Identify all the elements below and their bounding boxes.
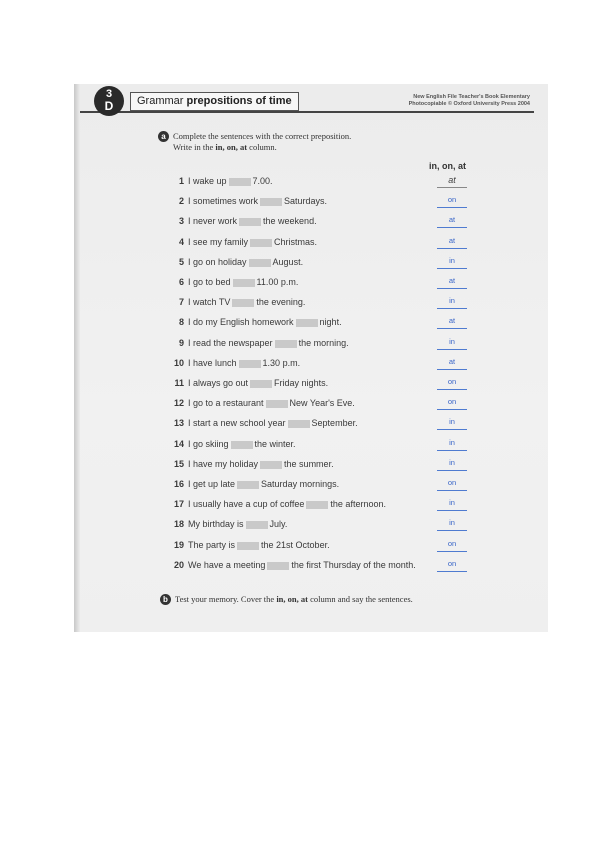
answer-gap (232, 299, 254, 307)
sentence-row (168, 414, 468, 432)
sentence-row (168, 394, 468, 412)
sentence-before-gap: I always go out (188, 378, 249, 388)
answer-field: in (437, 496, 467, 511)
sentence-after-gap: Friday nights. (274, 378, 329, 388)
sentence-row (168, 515, 468, 533)
sentence-row (168, 475, 468, 493)
source-credit (370, 94, 530, 108)
sentence-before-gap: I do my English homework (188, 317, 294, 327)
sentence-after-gap: the 21st October. (261, 540, 330, 550)
answer-gap (306, 501, 328, 509)
sentence-before-gap: I go to a restaurant (188, 398, 264, 408)
answer-gap (239, 218, 261, 226)
sentence-before-gap: My birthday is (188, 519, 244, 529)
sentence-number: 4 (178, 237, 184, 247)
sentence-row (168, 354, 468, 372)
sentence-number: 12 (173, 398, 184, 408)
answer-gap (260, 198, 282, 206)
answer-gap (250, 380, 272, 388)
answer-gap (275, 340, 297, 348)
sentence-before-gap: I wake up (188, 176, 227, 186)
unit-badge (94, 86, 124, 116)
title-prefix: Grammar (137, 95, 184, 107)
unit-number: 3 (105, 88, 113, 100)
sentence-after-gap: the morning. (298, 338, 349, 348)
unit-letter: D (104, 99, 114, 113)
answer-field: in (437, 254, 467, 269)
answer-gap (237, 481, 259, 489)
sentence-number: 9 (178, 338, 184, 348)
sentence-row (168, 455, 468, 473)
answer-gap (249, 259, 271, 267)
answer-field: in (437, 456, 467, 471)
answer-field: at (437, 274, 467, 289)
sentence-number: 5 (178, 257, 184, 267)
answer-field: in (437, 415, 467, 430)
answer-field: in (437, 516, 467, 531)
answer-field: at (437, 314, 467, 329)
answer-column-header: in, on, at (429, 161, 466, 171)
sentence-row (168, 495, 468, 513)
sentence-number: 20 (173, 560, 184, 570)
sentence-after-gap: night. (319, 317, 342, 327)
answer-gap (266, 400, 288, 408)
sentence-row (168, 374, 468, 392)
sentence-before-gap: I get up late (188, 479, 236, 489)
sentence-row (168, 253, 468, 271)
answer-field: on (437, 557, 467, 572)
sentence-number: 8 (178, 317, 184, 327)
sentence-number: 2 (178, 196, 184, 206)
answer-gap (229, 178, 251, 186)
page-shadow-edge (74, 84, 80, 632)
exercise-a-instruction (173, 131, 351, 152)
sentence-before-gap: We have a meeting (188, 560, 266, 570)
sentence-row (168, 556, 468, 574)
exercise-b-marker: b (160, 594, 171, 605)
instruction-line-2: Write in the in, on, at column. (173, 141, 277, 152)
sentence-after-gap: August. (272, 257, 304, 267)
sentence-number: 19 (173, 540, 184, 550)
answer-gap (233, 279, 255, 287)
answer-field: on (437, 193, 467, 208)
sentence-row (168, 435, 468, 453)
answer-gap (239, 360, 261, 368)
sentence-before-gap: I never work (188, 216, 238, 226)
sentence-after-gap: 1.30 p.m. (262, 358, 301, 368)
sentence-row (168, 212, 468, 230)
sentence-before-gap: I go on holiday (188, 257, 247, 267)
sentence-before-gap: I go skiing (188, 439, 229, 449)
sentence-after-gap: 11.00 p.m. (256, 277, 299, 287)
sentence-number: 17 (173, 499, 184, 509)
sentence-row (168, 293, 468, 311)
answer-field: at (437, 173, 467, 188)
exercise-b-instruction: Test your memory. Cover the in, on, at column and say the sentences. (175, 594, 413, 604)
answer-field: at (437, 213, 467, 228)
instruction-line-1: Complete the sentences with the correct preposition. (173, 131, 352, 141)
source-line-2: Photocopiable © Oxford University Press 2004 (408, 101, 530, 107)
sentence-row (168, 334, 468, 352)
answer-gap (288, 420, 310, 428)
source-line-1: New English File Teacher's Book Elementary (413, 94, 530, 100)
sentence-before-gap: I usually have a cup of coffee (188, 499, 305, 509)
sentence-number: 6 (178, 277, 184, 287)
sentence-after-gap: the weekend. (263, 216, 317, 226)
answer-gap (296, 319, 318, 327)
sentence-after-gap: the afternoon. (330, 499, 386, 509)
sentence-number: 18 (173, 519, 184, 529)
answer-gap (237, 542, 259, 550)
sentence-after-gap: July. (269, 519, 288, 529)
sentence-number: 3 (178, 216, 184, 226)
answer-gap (231, 441, 253, 449)
exercise-a-marker: a (158, 131, 169, 142)
answer-gap (260, 461, 282, 469)
sentence-before-gap: I read the newspaper (188, 338, 273, 348)
answer-field: in (437, 335, 467, 350)
answer-gap (246, 521, 268, 529)
sentence-number: 15 (173, 459, 184, 469)
answer-field: on (437, 537, 467, 552)
sentence-row (168, 313, 468, 331)
sentence-number: 7 (178, 297, 184, 307)
answer-field: on (437, 375, 467, 390)
answer-gap (250, 239, 272, 247)
sentence-before-gap: I sometimes work (188, 196, 259, 206)
sentence-number: 13 (173, 418, 184, 428)
sentence-before-gap: I see my family (188, 237, 249, 247)
sentence-after-gap: the summer. (284, 459, 334, 469)
sentence-after-gap: September. (311, 418, 358, 428)
sentence-row (168, 273, 468, 291)
answer-field: in (437, 436, 467, 451)
sentence-after-gap: the evening. (256, 297, 306, 307)
sentence-number: 10 (173, 358, 184, 368)
sentence-after-gap: Saturdays. (284, 196, 328, 206)
sentence-after-gap: Christmas. (274, 237, 318, 247)
sentence-before-gap: I watch TV (188, 297, 231, 307)
sentence-number: 11 (174, 378, 184, 388)
sentence-row (168, 172, 468, 190)
sentence-after-gap: the first Thursday of the month. (291, 560, 416, 570)
answer-field: at (437, 234, 467, 249)
sentence-number: 16 (173, 479, 184, 489)
sentence-number: 1 (178, 176, 184, 186)
sentence-row (168, 192, 468, 210)
answer-gap (267, 562, 289, 570)
title-topic: prepositions of time (186, 95, 292, 107)
sentence-number: 14 (173, 439, 184, 449)
page-title (130, 92, 299, 111)
sentence-after-gap: Saturday mornings. (261, 479, 340, 489)
sentence-row (168, 536, 468, 554)
sentence-before-gap: The party is (188, 540, 236, 550)
answer-field: in (437, 294, 467, 309)
sentence-after-gap: the winter. (254, 439, 296, 449)
sentence-before-gap: I go to bed (188, 277, 231, 287)
answer-field: on (437, 476, 467, 491)
sentence-row (168, 233, 468, 251)
sentence-before-gap: I have my holiday (188, 459, 259, 469)
answer-field: at (437, 355, 467, 370)
sentence-before-gap: I have lunch (188, 358, 237, 368)
sentence-after-gap: New Year's Eve. (289, 398, 355, 408)
answer-field: on (437, 395, 467, 410)
sentence-after-gap: 7.00. (252, 176, 273, 186)
sentence-before-gap: I start a new school year (188, 418, 286, 428)
